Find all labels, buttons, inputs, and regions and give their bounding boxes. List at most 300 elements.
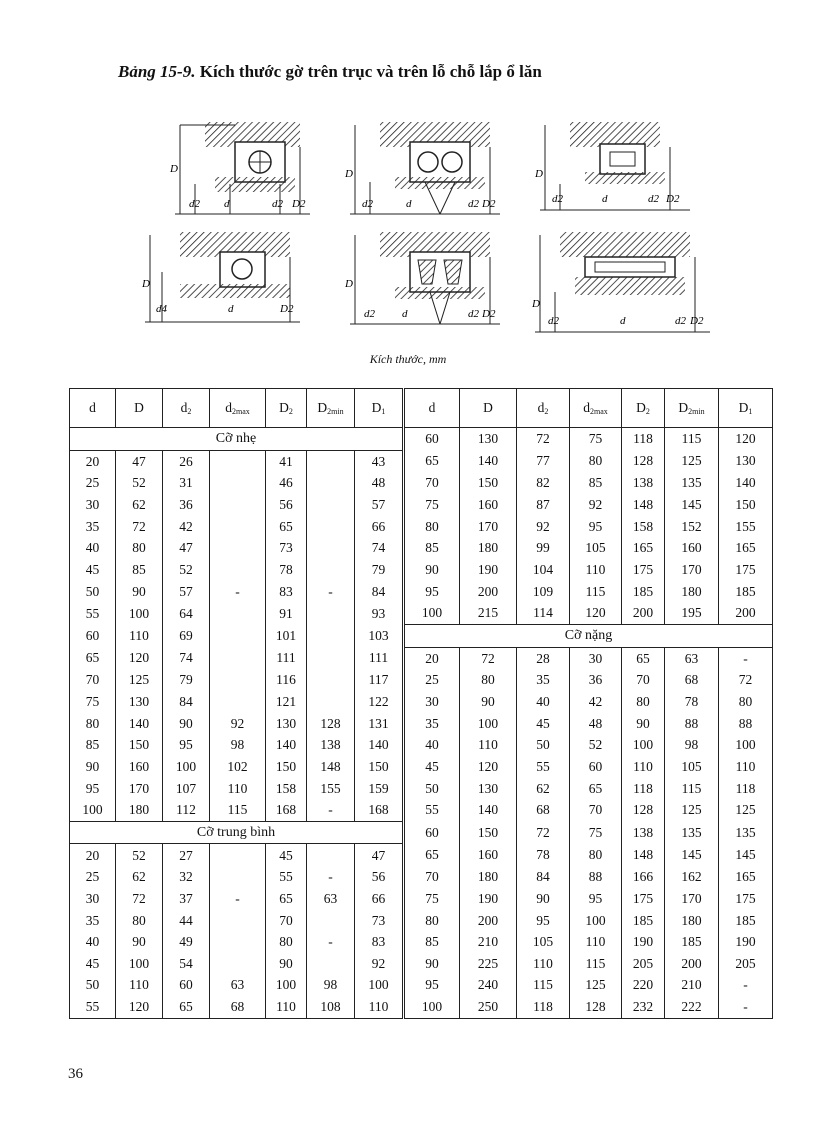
cell-d2max: 92 (210, 713, 266, 735)
cell-d: 85 (404, 931, 460, 953)
cell-D1: 80 (719, 691, 773, 713)
cell-D2min (307, 844, 355, 866)
cell-D: 150 (116, 734, 163, 756)
cell-d: 75 (404, 494, 460, 516)
label-d2: d2 (362, 198, 373, 210)
cell-D2min: 138 (307, 734, 355, 756)
table-row (70, 691, 773, 713)
table-row (70, 953, 773, 975)
cell-d2: 68 (517, 799, 570, 821)
col-header-D2: $D_2$ (266, 389, 307, 428)
cell-D: 200 (460, 909, 517, 931)
cell-D2min: 98 (665, 734, 719, 756)
cell-D2min: 195 (665, 602, 719, 624)
table-row (70, 647, 773, 669)
cell-D2: 55 (266, 866, 307, 888)
cell-d2max (210, 494, 266, 516)
cell-D2min: 180 (665, 581, 719, 603)
cell-d2: 54 (163, 953, 210, 975)
diagram-ball-bearing-shoulder (141, 232, 300, 322)
cell-D2: 100 (622, 734, 665, 756)
cell-d2: 45 (517, 713, 570, 735)
cell-D: 140 (460, 799, 517, 821)
cell-d2max: 48 (570, 713, 622, 735)
cell-D1: 66 (355, 516, 404, 538)
cell-D2min: 162 (665, 866, 719, 888)
cell-D: 250 (460, 996, 517, 1018)
cell-d2: 62 (517, 778, 570, 800)
cell-d2max (210, 537, 266, 559)
cell-D: 62 (116, 866, 163, 888)
cell-D: 140 (116, 713, 163, 735)
cell-d2: 95 (163, 734, 210, 756)
cell-D: 110 (116, 624, 163, 647)
cell-D2: 65 (266, 516, 307, 538)
cell-d: 85 (85, 737, 100, 753)
cell-d: 30 (85, 497, 100, 513)
diagram-needle-bearing (531, 232, 710, 332)
cell-D1: 155 (719, 516, 773, 538)
cell-d2max: 60 (570, 756, 622, 778)
cell-D2min: - (307, 581, 355, 603)
cell-D1: 175 (719, 888, 773, 910)
cell-D1: 88 (719, 713, 773, 735)
cell-D: 90 (460, 691, 517, 713)
cell-D2: 232 (622, 996, 665, 1018)
cell-D1: 125 (719, 799, 773, 821)
label-d2: d2 (468, 198, 479, 210)
cell-d: 100 (404, 996, 460, 1018)
cell-d2max (210, 450, 266, 472)
cell-D: 160 (460, 494, 517, 516)
cell-D2: 158 (266, 778, 307, 800)
cell-d2: 95 (517, 909, 570, 931)
cell-D2: 110 (266, 996, 307, 1018)
cell-D2min: 115 (665, 428, 719, 451)
cell-d2: 112 (163, 799, 210, 821)
cell-d: 65 (85, 650, 100, 666)
cell-D2min: 155 (307, 778, 355, 800)
cell-d2: 27 (163, 844, 210, 866)
section-caption: Cỡ trung bình (70, 821, 404, 844)
cell-d: 20 (404, 647, 460, 669)
cell-d2max: 100 (570, 909, 622, 931)
cell-d: 80 (85, 715, 100, 731)
cell-d: 85 (404, 537, 460, 559)
cell-d: 20 (85, 453, 100, 469)
cell-d2max (210, 602, 266, 624)
cell-d: 55 (85, 605, 100, 621)
cell-D2min: 210 (665, 974, 719, 996)
cell-d2max: 92 (570, 494, 622, 516)
cell-d2: 90 (517, 888, 570, 910)
col-header-d2max: $d_{2max}$ (570, 389, 622, 428)
cell-D: 160 (460, 844, 517, 866)
cell-D2min: 115 (665, 778, 719, 800)
cell-D1: 159 (355, 778, 404, 800)
cell-D2min (307, 602, 355, 624)
cell-d2: 77 (517, 450, 570, 472)
cell-d: 70 (404, 472, 460, 494)
cell-D2: 101 (266, 624, 307, 647)
cell-d2max: 68 (210, 996, 266, 1018)
label-d2: d2 (189, 198, 200, 210)
label-D2: D2 (690, 315, 704, 327)
cell-D2: 130 (266, 713, 307, 735)
cell-d2max: 80 (570, 450, 622, 472)
label-d2: d2 (675, 315, 686, 327)
cell-d2max: 110 (210, 778, 266, 800)
cell-D2min (307, 691, 355, 713)
cell-d2max (210, 909, 266, 931)
cell-D: 150 (460, 821, 517, 844)
cell-D: 110 (116, 974, 163, 996)
label-D2: D2 (482, 198, 496, 210)
cell-D2: 91 (266, 602, 307, 624)
cell-d: 100 (404, 602, 460, 624)
label-d: d (406, 198, 412, 210)
label-D: D (532, 298, 540, 310)
cell-D2: 185 (622, 581, 665, 603)
cell-D: 72 (116, 516, 163, 538)
cell-D2: 73 (266, 537, 307, 559)
cell-d2: 92 (517, 516, 570, 538)
cell-D1: - (719, 647, 773, 669)
cell-d2max: 125 (570, 974, 622, 996)
cell-d: 75 (85, 693, 100, 709)
cell-D2: 80 (266, 931, 307, 953)
cell-d2max: 52 (570, 734, 622, 756)
col-header-D2: $D_2$ (622, 389, 665, 428)
label-d: d (228, 303, 234, 315)
cell-d2: 79 (163, 669, 210, 691)
cell-D2: 175 (622, 559, 665, 581)
cell-D1: 103 (355, 624, 404, 647)
cell-D: 190 (460, 888, 517, 910)
cell-d2max: - (210, 581, 266, 603)
cell-d2: 100 (163, 756, 210, 778)
cell-d: 80 (404, 516, 460, 538)
cell-d2max: 80 (570, 844, 622, 866)
cell-D2: 148 (622, 844, 665, 866)
label-D: D (535, 168, 543, 180)
cell-D1: 66 (355, 888, 404, 910)
cell-D2min (307, 472, 355, 494)
table-row (70, 624, 773, 647)
table-row (70, 494, 773, 516)
label-d2: d2 (468, 308, 479, 320)
cell-d2: 84 (517, 866, 570, 888)
cell-d2: 40 (517, 691, 570, 713)
cell-d2: 118 (517, 996, 570, 1018)
cell-D2: 65 (622, 647, 665, 669)
cell-D2min: - (307, 866, 355, 888)
cell-D: 125 (116, 669, 163, 691)
cell-d2: 99 (517, 537, 570, 559)
table-number: Bảng 15-9. (118, 62, 196, 81)
cell-D2min: 98 (307, 974, 355, 996)
cell-D2: 200 (622, 602, 665, 624)
cell-d2: 84 (163, 691, 210, 713)
cell-D2min: 152 (665, 516, 719, 538)
table-row (70, 974, 773, 996)
cell-d2: 107 (163, 778, 210, 800)
cell-D: 62 (116, 494, 163, 516)
cell-d2: 49 (163, 931, 210, 953)
cell-d2: 52 (163, 559, 210, 581)
cell-D1: 74 (355, 537, 404, 559)
table-row (70, 866, 773, 888)
cell-D: 85 (116, 559, 163, 581)
cell-d2: 64 (163, 602, 210, 624)
cell-D: 47 (116, 450, 163, 472)
cell-d: 25 (85, 869, 100, 885)
cell-D2: 80 (622, 691, 665, 713)
table-row (70, 778, 773, 800)
table-row (70, 516, 773, 538)
cell-D1: 175 (719, 559, 773, 581)
cell-D1: 100 (355, 974, 404, 996)
cell-D2min: 63 (307, 888, 355, 910)
cell-D1: 43 (355, 450, 404, 472)
cell-D: 72 (116, 888, 163, 910)
cell-d: 60 (404, 821, 460, 844)
label-D: D (142, 278, 150, 290)
cell-D2: 90 (266, 953, 307, 975)
cell-d2: 42 (163, 516, 210, 538)
cell-D: 180 (460, 866, 517, 888)
table-caption: Kích thước gờ trên trục và trên lỗ chỗ lắp ổ lăn (199, 62, 542, 81)
cell-D: 180 (460, 537, 517, 559)
cell-d2max (210, 953, 266, 975)
cell-D: 130 (460, 778, 517, 800)
cell-d2: 72 (517, 428, 570, 451)
table-row (70, 888, 773, 910)
cell-d2max: - (210, 888, 266, 910)
table-row (70, 559, 773, 581)
cell-D: 170 (116, 778, 163, 800)
cell-D: 52 (116, 472, 163, 494)
cell-d: 100 (82, 802, 103, 818)
cell-D2: 56 (266, 494, 307, 516)
cell-D2: 83 (266, 581, 307, 603)
cell-d2max: 98 (210, 734, 266, 756)
cell-D1: 185 (719, 909, 773, 931)
cell-d: 35 (404, 713, 460, 735)
cell-d: 50 (85, 583, 100, 599)
cell-d2max (210, 516, 266, 538)
cell-d2max: 115 (570, 953, 622, 975)
page-number: 36 (68, 1066, 83, 1082)
cell-d: 60 (85, 627, 100, 643)
cell-d: 40 (85, 540, 100, 556)
label-D: D (345, 278, 353, 290)
cell-d2: 90 (163, 713, 210, 735)
cell-d: 90 (404, 953, 460, 975)
cell-D1: 131 (355, 713, 404, 735)
cell-d2max: 75 (570, 428, 622, 451)
cell-d2: 26 (163, 450, 210, 472)
cell-d2: 50 (517, 734, 570, 756)
cell-D1: 205 (719, 953, 773, 975)
cell-D: 190 (460, 559, 517, 581)
cell-D2min: 88 (665, 713, 719, 735)
cell-d2max: 70 (570, 799, 622, 821)
col-header-D1: $D_1$ (719, 389, 773, 428)
cell-d: 30 (404, 691, 460, 713)
diagram-double-ball-bearing (344, 122, 500, 214)
cell-D2: 128 (622, 799, 665, 821)
cell-D2min (307, 450, 355, 472)
label-d: d (402, 308, 408, 320)
cell-D: 72 (460, 647, 517, 669)
cell-D1: 47 (355, 844, 404, 866)
col-header-d: d (70, 389, 116, 428)
cell-d2: 78 (517, 844, 570, 866)
section-caption: Cỡ nhẹ (70, 428, 404, 451)
cell-D1: 117 (355, 669, 404, 691)
cell-d2max (210, 866, 266, 888)
cell-D2min (307, 647, 355, 669)
cell-d2max: 128 (570, 996, 622, 1018)
cell-d: 45 (404, 756, 460, 778)
table-row (70, 537, 773, 559)
cell-d2: 35 (517, 669, 570, 691)
cell-d2: 72 (517, 821, 570, 844)
cell-D2min: 222 (665, 996, 719, 1018)
section-caption: Cỡ nặng (404, 624, 773, 647)
cell-D2: 46 (266, 472, 307, 494)
cell-D1: 200 (719, 602, 773, 624)
label-d2: d2 (364, 308, 375, 320)
table-row (70, 821, 773, 844)
cell-D1: 120 (719, 428, 773, 451)
cell-D2min: 63 (665, 647, 719, 669)
cell-D2min: 170 (665, 559, 719, 581)
cell-D2: 78 (266, 559, 307, 581)
cell-d2max: 105 (570, 537, 622, 559)
cell-d2: 115 (517, 974, 570, 996)
cell-d2max (210, 691, 266, 713)
cell-D: 160 (116, 756, 163, 778)
cell-D1: 56 (355, 866, 404, 888)
cell-d2: 60 (163, 974, 210, 996)
cell-D2min (307, 494, 355, 516)
cell-D2: 158 (622, 516, 665, 538)
cell-d: 90 (85, 758, 100, 774)
label-d2: d2 (648, 193, 659, 205)
cell-d: 35 (85, 912, 100, 928)
cell-d2max: 63 (210, 974, 266, 996)
label-d: d (224, 198, 230, 210)
cell-D1: 118 (719, 778, 773, 800)
table-row (70, 472, 773, 494)
label-d: d (602, 193, 608, 205)
cell-D2min (307, 624, 355, 647)
cell-d: 90 (404, 559, 460, 581)
cell-D2: 148 (622, 494, 665, 516)
cell-D2min: 135 (665, 472, 719, 494)
cell-d2max: 95 (570, 888, 622, 910)
cell-d2: 110 (517, 953, 570, 975)
cell-D1: 72 (719, 669, 773, 691)
cell-d2max: 88 (570, 866, 622, 888)
cell-D1: 92 (355, 953, 404, 975)
cell-D: 52 (116, 844, 163, 866)
cell-d2: 44 (163, 909, 210, 931)
cell-d: 95 (85, 780, 100, 796)
cell-D1: 122 (355, 691, 404, 713)
cell-d2: 31 (163, 472, 210, 494)
cell-D1: 165 (719, 866, 773, 888)
table-row (70, 428, 773, 451)
cell-D: 100 (116, 602, 163, 624)
cell-D: 200 (460, 581, 517, 603)
cell-D1: 93 (355, 602, 404, 624)
cell-d: 95 (404, 974, 460, 996)
cell-D1: 185 (719, 581, 773, 603)
diagram-ball-bearing (169, 122, 310, 214)
cell-D2min: 148 (307, 756, 355, 778)
label-d2: d2 (272, 198, 283, 210)
cell-D2: 100 (266, 974, 307, 996)
cell-D: 215 (460, 602, 517, 624)
cell-D: 150 (460, 472, 517, 494)
bearing-diagrams (140, 112, 725, 342)
cell-D2min: 180 (665, 909, 719, 931)
cell-D: 120 (116, 647, 163, 669)
cell-D2min: 145 (665, 494, 719, 516)
cell-d2max (210, 624, 266, 647)
col-header-D1: $D_1$ (355, 389, 404, 428)
cell-D1: 165 (719, 537, 773, 559)
cell-D: 170 (460, 516, 517, 538)
cell-D1: - (719, 974, 773, 996)
cell-D: 80 (460, 669, 517, 691)
cell-D1: 130 (719, 450, 773, 472)
cell-D1: 110 (719, 756, 773, 778)
cell-D2: 138 (622, 472, 665, 494)
cell-D2: 118 (622, 428, 665, 451)
cell-D2: 140 (266, 734, 307, 756)
cell-d2max: 95 (570, 516, 622, 538)
cell-D2min: 160 (665, 537, 719, 559)
cell-D2min: 170 (665, 888, 719, 910)
cell-d: 55 (404, 799, 460, 821)
cell-d2max: 65 (570, 778, 622, 800)
cell-D2: 121 (266, 691, 307, 713)
cell-d2max: 36 (570, 669, 622, 691)
cell-d: 25 (404, 669, 460, 691)
label-D2: D2 (280, 303, 294, 315)
cell-d2: 36 (163, 494, 210, 516)
cell-D2: 166 (622, 866, 665, 888)
cell-D2min: 125 (665, 450, 719, 472)
cell-d2max: 120 (570, 602, 622, 624)
cell-D: 100 (116, 953, 163, 975)
cell-d2max: 115 (570, 581, 622, 603)
table-row (70, 669, 773, 691)
cell-D2: 90 (622, 713, 665, 735)
cell-d: 50 (404, 778, 460, 800)
table-row (70, 734, 773, 756)
cell-d2max: 85 (570, 472, 622, 494)
cell-D2min (307, 516, 355, 538)
table-row (70, 931, 773, 953)
cell-d2: 57 (163, 581, 210, 603)
cell-D: 225 (460, 953, 517, 975)
cell-D2min: 200 (665, 953, 719, 975)
